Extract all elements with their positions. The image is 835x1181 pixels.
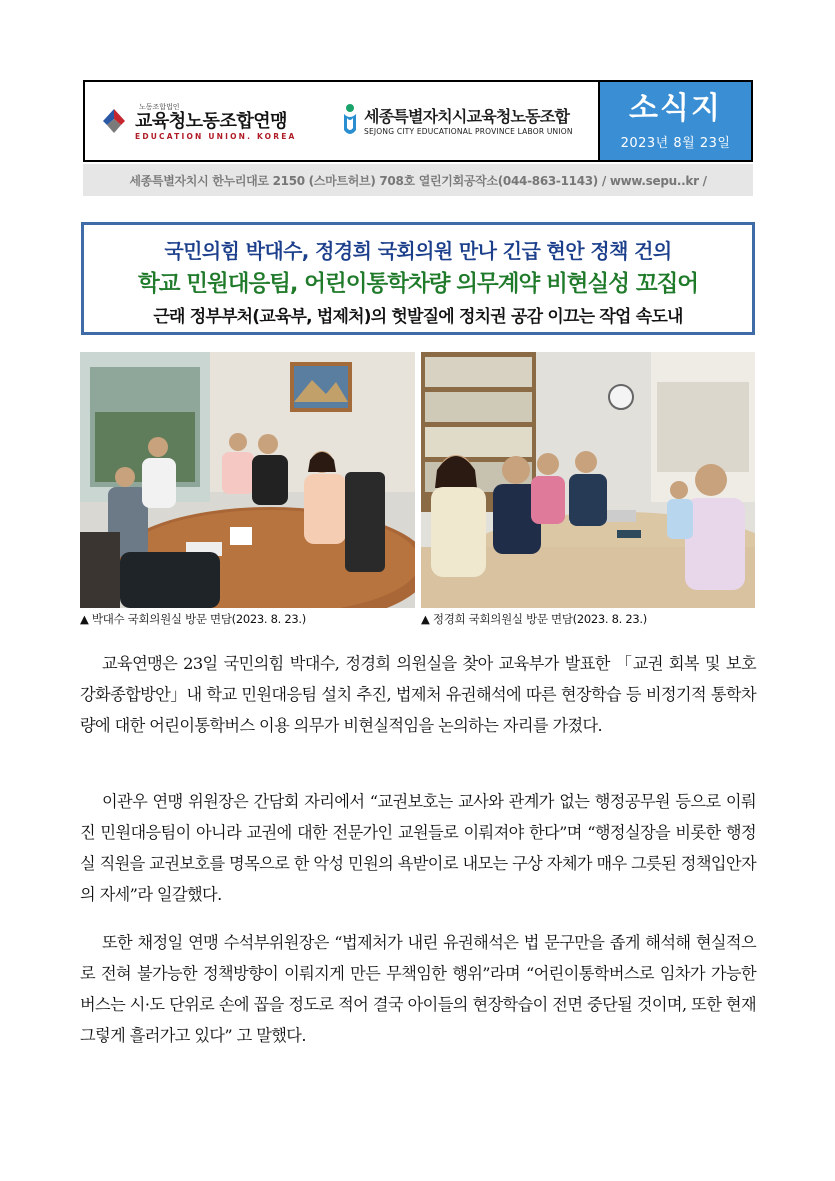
photo-caption-jeong: ▲ 정경희 국회의원실 방문 면담(2023. 8. 23.) [421, 612, 647, 626]
federation-emblem-icon [99, 103, 129, 139]
headline-line-1: 국민의힘 박대수, 정경희 국회의원 만나 긴급 현안 정책 건의 [164, 239, 672, 263]
headline-line-2: 학교 민원대응팀, 어린이통학차량 의무계약 비현실성 꼬집어 [137, 271, 699, 297]
sejong-union-logo [330, 82, 600, 160]
newsletter-date: 2023년 8월 23일 [620, 135, 731, 151]
sejong-union-name: 세종특별자치시교육청노동조합 [364, 106, 570, 126]
sejong-emblem-icon [340, 100, 360, 142]
federation-english-name: EDUCATION UNION. KOREA [135, 131, 297, 141]
newsletter-title: 소식지 [629, 90, 722, 126]
federation-name: 교육청노동조합연맹 [135, 110, 287, 132]
newsletter-badge [600, 82, 751, 160]
headline-box [81, 222, 755, 335]
article-paragraph-1: 교육연맹은 23일 국민의힘 박대수, 정경희 의원실을 찾아 교육부가 발표한 「교권 회복 및 보호 강화종합방안」내 학교 민원대응팀 설치 추진, 법제처 유권해석에 따른 현장학습 등 비정기적 통학차량에 대한 어린이통학버스 이용 의무가 비현실적임을 논의하는 자리를 가졌다. [80, 654, 756, 735]
photo-caption-park: ▲ 박대수 국회의원실 방문 면담(2023. 8. 23.) [80, 612, 306, 626]
meeting-photo-jeong [421, 352, 755, 608]
sejong-union-english-name: SEJONG CITY EDUCATIONAL PROVINCE LABOR UNION [364, 126, 573, 136]
article-paragraph-3: 또한 채정일 연맹 수석부위원장은 “법제처가 내린 유권해석은 법 문구만을 좁게 해석해 현실적으로 전혀 불가능한 정책방향이 이뤄지게 만든 무책임한 행위”라며 “어린이통학버스로 임차가 가능한 버스는 시·도 단위로 손에 꼽을 정도로 적어 결국 아이들의 현장학습이 전면 중단될 것이며, 또한 현재 그렇게 흘러가고 있다” 고 말했다. [80, 933, 756, 1045]
federation-subtitle: 노동조합법인 [139, 102, 180, 111]
newsletter-header [83, 80, 753, 162]
meeting-photo-park [80, 352, 415, 608]
address-bar: 세종특별자치시 한누리대로 2150 (스마트허브) 708호 열린기회공작소(044-863-1143) / www.sepu..kr / [83, 164, 753, 196]
article-paragraph-2: 이관우 연맹 위원장은 간담회 자리에서 “교권보호는 교사와 관계가 없는 행정공무원 등으로 이뤄진 민원대응팀이 아니라 교권에 대한 전문가인 교원들로 이뤄져야 한다”며 “행정실장을 비롯한 행정실 직원을 교권보호를 명목으로 한 악성 민원의 욕받이로 내모는 구상 자체가 매우 그릇된 정책입안자의 자세”라 일갈했다. [80, 792, 756, 904]
headline-line-3: 근래 정부부처(교육부, 법제처)의 헛발질에 정치권 공감 이끄는 작업 속도내 [153, 307, 683, 327]
union-federation-logo [85, 82, 330, 160]
